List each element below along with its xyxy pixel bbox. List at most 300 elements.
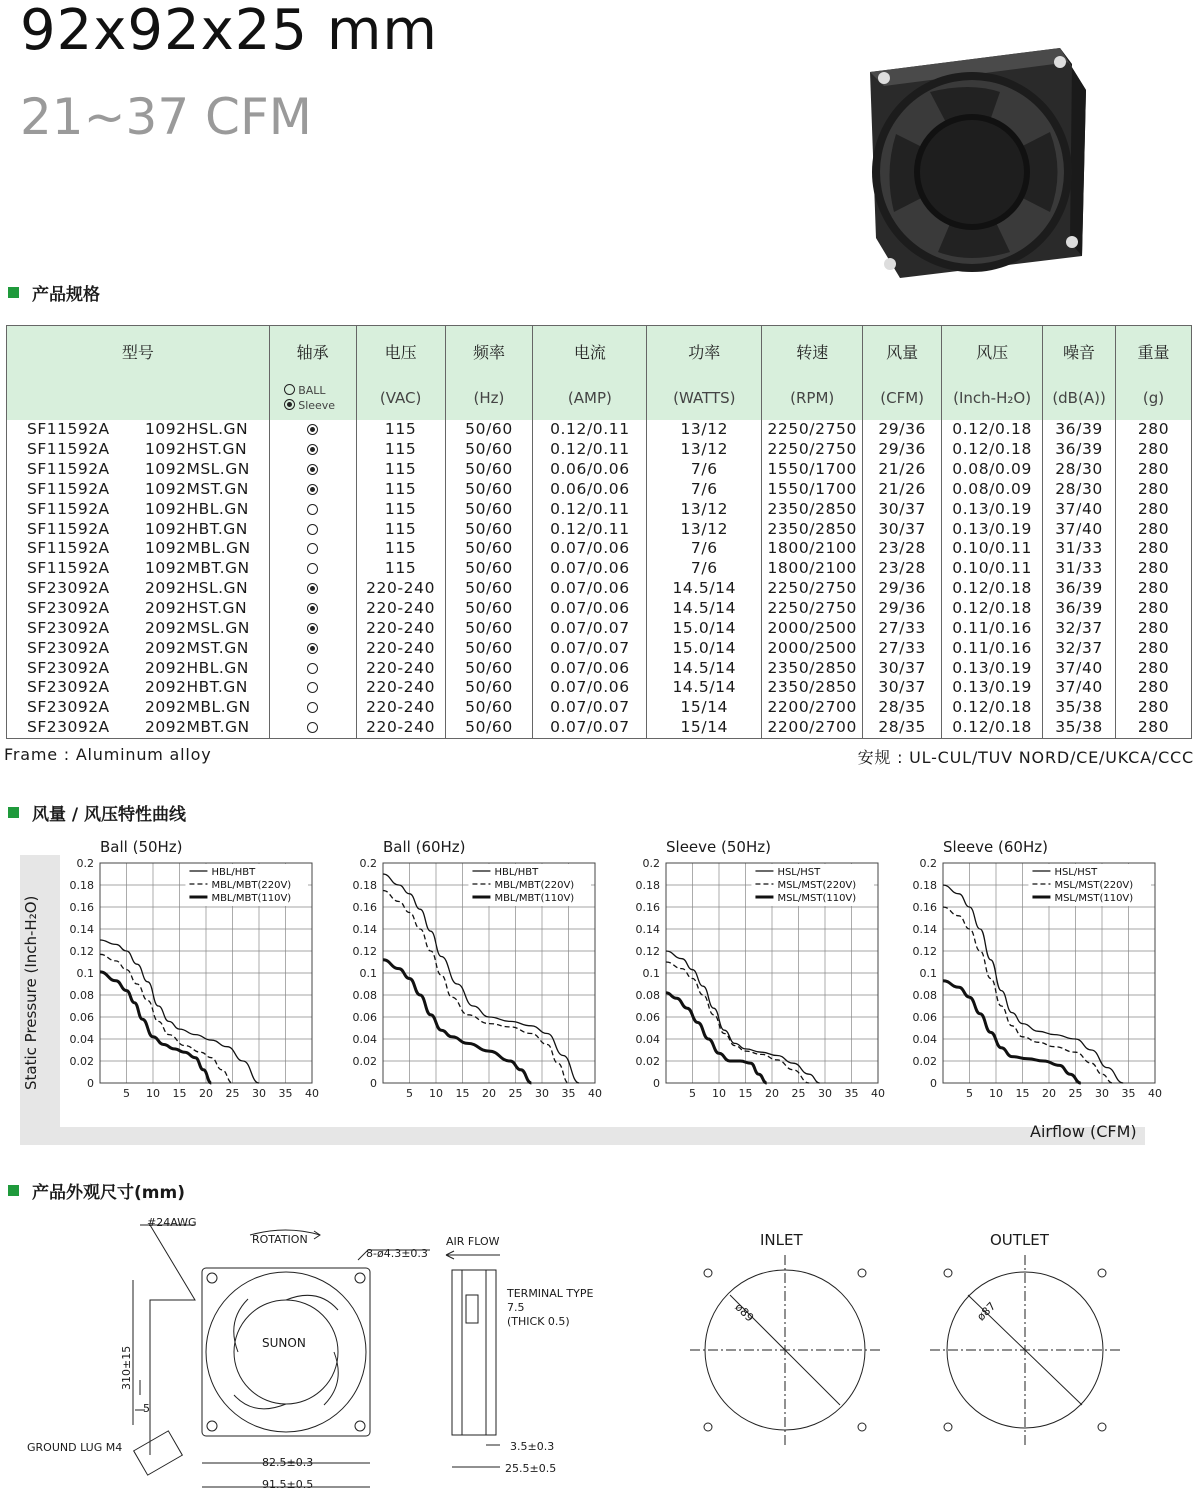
voltage-cell: 220-240 <box>356 579 445 599</box>
units-voltage: (VAC) <box>356 376 445 420</box>
weight-cell: 280 <box>1116 519 1192 539</box>
model-number: 2092HBL.GN <box>145 658 249 677</box>
sleeve-bearing-icon <box>284 399 295 410</box>
dim-thickness: 25.5±0.5 <box>505 1462 557 1475</box>
fan-blade-outline <box>234 1295 338 1409</box>
frequency-cell: 50/60 <box>445 678 533 698</box>
model-cell <box>7 618 270 638</box>
y-tick-label: 0.08 <box>912 989 937 1002</box>
bearing-cell <box>269 440 356 460</box>
ball-bearing-icon <box>284 384 295 395</box>
y-tick-label: 0.12 <box>912 945 937 958</box>
sleeve-bearing-icon <box>307 484 318 495</box>
model-number: 1092HBT.GN <box>145 519 248 538</box>
ball-bearing-icon <box>307 504 318 515</box>
pressure-cell: 0.10/0.11 <box>942 559 1043 579</box>
power-cell: 14.5/14 <box>647 579 762 599</box>
units-airflow: (CFM) <box>863 376 942 420</box>
frequency-cell: 50/60 <box>445 559 533 579</box>
airflow-cell: 28/35 <box>863 698 942 718</box>
y-tick-label: 0.18 <box>69 879 94 892</box>
series-line <box>666 962 809 1083</box>
x-tick-label: 40 <box>305 1087 319 1100</box>
weight-cell: 280 <box>1116 539 1192 559</box>
speed-cell: 2000/2500 <box>762 638 863 658</box>
x-tick-label: 25 <box>508 1087 523 1100</box>
bearing-cell <box>269 638 356 658</box>
y-tick-label: 0.16 <box>635 901 660 914</box>
y-tick-label: 0.14 <box>352 923 377 936</box>
weight-cell: 280 <box>1116 678 1192 698</box>
lead-length-label: 310±15 <box>120 1345 133 1390</box>
y-tick-label: 0.16 <box>912 901 937 914</box>
table-row <box>7 420 1192 440</box>
pressure-cell: 0.12/0.18 <box>942 599 1043 619</box>
model-number: 2092MST.GN <box>145 638 249 657</box>
model-number: 2092HBT.GN <box>145 678 248 697</box>
frequency-cell: 50/60 <box>445 658 533 678</box>
y-tick-label: 0.14 <box>69 923 94 936</box>
x-tick-label: 35 <box>844 1087 859 1100</box>
airflow-cell: 30/37 <box>863 519 942 539</box>
current-cell: 0.12/0.11 <box>533 440 647 460</box>
model-series: SF23092A <box>27 579 110 598</box>
table-row <box>7 658 1192 678</box>
units-noise: (dB(A)) <box>1043 376 1116 420</box>
current-cell: 0.07/0.07 <box>533 618 647 638</box>
current-cell: 0.07/0.06 <box>533 579 647 599</box>
speed-cell: 2250/2750 <box>762 599 863 619</box>
x-tick-label: 35 <box>278 1087 293 1100</box>
model-cell <box>7 579 270 599</box>
ball-bearing-icon <box>307 702 318 713</box>
weight-cell: 280 <box>1116 480 1192 500</box>
page-subtitle: 21~37 CFM <box>20 88 312 146</box>
units-speed: (RPM) <box>762 376 863 420</box>
dim-frame-size: 91.5±0.5 <box>262 1478 314 1491</box>
section-dims-heading: 产品外观尺寸(mm) <box>8 1178 185 1203</box>
model-series: SF23092A <box>27 718 110 737</box>
units-model <box>7 376 270 420</box>
x-tick-label: 25 <box>225 1087 240 1100</box>
current-cell: 0.07/0.06 <box>533 599 647 619</box>
ball-bearing-icon <box>307 722 318 733</box>
frequency-cell: 50/60 <box>445 579 533 599</box>
pressure-cell: 0.12/0.18 <box>942 698 1043 718</box>
noise-cell: 35/38 <box>1043 698 1116 718</box>
power-cell: 7/6 <box>647 539 762 559</box>
frequency-cell: 50/60 <box>445 480 533 500</box>
x-tick-label: 15 <box>738 1087 753 1100</box>
bearing-cell <box>269 420 356 440</box>
y-tick-label: 0.02 <box>69 1055 94 1068</box>
speed-cell: 2200/2700 <box>762 698 863 718</box>
frequency-cell: 50/60 <box>445 638 533 658</box>
power-cell: 14.5/14 <box>647 658 762 678</box>
x-tick-label: 20 <box>199 1087 213 1100</box>
outlet-diameter: ø87 <box>974 1299 999 1324</box>
model-series: SF11592A <box>27 420 110 439</box>
bearing-cell <box>269 519 356 539</box>
model-number: 2092MBL.GN <box>145 698 251 717</box>
y-tick-label: 0.06 <box>912 1011 937 1024</box>
col-header-airflow: 风量 <box>863 326 942 377</box>
speed-cell: 2250/2750 <box>762 420 863 440</box>
table-row <box>7 618 1192 638</box>
noise-cell: 31/33 <box>1043 539 1116 559</box>
dim-hole-spacing: 82.5±0.3 <box>262 1456 314 1469</box>
frequency-cell: 50/60 <box>445 599 533 619</box>
voltage-cell: 115 <box>356 420 445 440</box>
col-header-weight: 重量 <box>1116 326 1192 377</box>
y-tick-label: 0.04 <box>352 1033 377 1046</box>
legend-entry: HBL/HBT <box>211 867 256 878</box>
power-cell: 14.5/14 <box>647 678 762 698</box>
five-label: 5 <box>143 1402 150 1415</box>
noise-cell: 37/40 <box>1043 519 1116 539</box>
weight-cell: 280 <box>1116 579 1192 599</box>
pressure-cell: 0.11/0.16 <box>942 618 1043 638</box>
col-header-voltage: 电压 <box>356 326 445 377</box>
section-marker-icon <box>8 287 19 298</box>
series-line <box>383 891 569 1084</box>
pq-curve-chart <box>333 856 603 1106</box>
pressure-cell: 0.10/0.11 <box>942 539 1043 559</box>
model-series: SF11592A <box>27 519 110 538</box>
series-line <box>943 885 1123 1083</box>
model-number: 2092MSL.GN <box>145 618 250 637</box>
table-row <box>7 519 1192 539</box>
ball-bearing-icon <box>307 682 318 693</box>
airflow-cell: 30/37 <box>863 658 942 678</box>
current-cell: 0.07/0.07 <box>533 638 647 658</box>
y-tick-label: 0.08 <box>69 989 94 1002</box>
power-cell: 15/14 <box>647 698 762 718</box>
power-cell: 15/14 <box>647 718 762 738</box>
model-cell <box>7 718 270 738</box>
model-cell <box>7 698 270 718</box>
pressure-cell: 0.08/0.09 <box>942 460 1043 480</box>
current-cell: 0.07/0.06 <box>533 559 647 579</box>
brand-label: SUNON <box>262 1336 306 1350</box>
airflow-cell: 21/26 <box>863 460 942 480</box>
model-number: 1092MBT.GN <box>145 559 250 578</box>
y-tick-label: 0.02 <box>352 1055 377 1068</box>
ball-bearing-icon <box>307 563 318 574</box>
model-cell <box>7 599 270 619</box>
model-cell <box>7 559 270 579</box>
y-tick-label: 0 <box>653 1077 660 1090</box>
model-series: SF11592A <box>27 460 110 479</box>
x-tick-label: 25 <box>791 1087 806 1100</box>
noise-cell: 37/40 <box>1043 658 1116 678</box>
frequency-cell: 50/60 <box>445 718 533 738</box>
airflow-cell: 23/28 <box>863 539 942 559</box>
bearing-cell <box>269 499 356 519</box>
series-line <box>943 981 1081 1083</box>
airflow-cell: 29/36 <box>863 579 942 599</box>
current-cell: 0.12/0.11 <box>533 519 647 539</box>
weight-cell: 280 <box>1116 638 1192 658</box>
model-number: 2092MBT.GN <box>145 718 250 737</box>
noise-cell: 28/30 <box>1043 460 1116 480</box>
fan-hub <box>234 1300 338 1404</box>
airflow-cell: 23/28 <box>863 559 942 579</box>
x-tick-label: 15 <box>1015 1087 1030 1100</box>
model-cell <box>7 499 270 519</box>
legend-entry: MSL/MST(220V) <box>777 880 857 891</box>
model-number: 2092HSL.GN <box>145 579 249 598</box>
current-cell: 0.06/0.06 <box>533 460 647 480</box>
power-cell: 13/12 <box>647 440 762 460</box>
terminal-label-2: 7.5 <box>507 1301 525 1314</box>
power-cell: 7/6 <box>647 480 762 500</box>
weight-cell: 280 <box>1116 718 1192 738</box>
spec-table <box>6 325 1192 739</box>
airflow-cell: 29/36 <box>863 420 942 440</box>
noise-cell: 32/37 <box>1043 638 1116 658</box>
ground-lug-label: GROUND LUG M4 <box>27 1441 123 1454</box>
current-cell: 0.07/0.06 <box>533 539 647 559</box>
voltage-cell: 220-240 <box>356 599 445 619</box>
inlet-diameter: ø89 <box>732 1300 757 1325</box>
frame-note: Frame : Aluminum alloy <box>4 745 212 764</box>
weight-cell: 280 <box>1116 440 1192 460</box>
speed-cell: 1800/2100 <box>762 539 863 559</box>
model-series: SF23092A <box>27 599 110 618</box>
model-series: SF11592A <box>27 499 110 518</box>
noise-cell: 37/40 <box>1043 499 1116 519</box>
model-cell <box>7 420 270 440</box>
noise-cell: 32/37 <box>1043 618 1116 638</box>
series-line <box>100 972 211 1083</box>
speed-cell: 2250/2750 <box>762 579 863 599</box>
airflow-cell: 28/35 <box>863 718 942 738</box>
voltage-cell: 220-240 <box>356 698 445 718</box>
model-cell <box>7 519 270 539</box>
y-tick-label: 0.18 <box>635 879 660 892</box>
fan-frame-outline <box>202 1268 370 1436</box>
x-tick-label: 30 <box>535 1087 549 1100</box>
y-tick-label: 0 <box>370 1077 377 1090</box>
y-tick-label: 0.02 <box>635 1055 660 1068</box>
voltage-cell: 115 <box>356 519 445 539</box>
airflow-cell: 29/36 <box>863 599 942 619</box>
current-cell: 0.12/0.11 <box>533 420 647 440</box>
ball-bearing-icon <box>307 524 318 535</box>
power-cell: 13/12 <box>647 420 762 440</box>
power-cell: 7/6 <box>647 460 762 480</box>
model-number: 1092HSL.GN <box>145 420 249 439</box>
model-number: 1092MBL.GN <box>145 539 251 558</box>
speed-cell: 2200/2700 <box>762 718 863 738</box>
bearing-cell <box>269 698 356 718</box>
pressure-cell: 0.12/0.18 <box>942 420 1043 440</box>
y-tick-label: 0.14 <box>635 923 660 936</box>
sleeve-bearing-icon <box>307 583 318 594</box>
speed-cell: 2000/2500 <box>762 618 863 638</box>
mount-hole-icon <box>207 1421 217 1431</box>
voltage-cell: 115 <box>356 440 445 460</box>
frequency-cell: 50/60 <box>445 499 533 519</box>
legend-entry: MBL/MBT(220V) <box>211 880 292 891</box>
current-cell: 0.07/0.06 <box>533 658 647 678</box>
model-cell <box>7 480 270 500</box>
curves-y-axis-label: Static Pressure (Inch-H₂O) <box>22 895 40 1090</box>
x-tick-label: 10 <box>712 1087 726 1100</box>
speed-cell: 1550/1700 <box>762 480 863 500</box>
model-series: SF11592A <box>27 559 110 578</box>
y-tick-label: 0.06 <box>69 1011 94 1024</box>
weight-cell: 280 <box>1116 658 1192 678</box>
bearing-cell <box>269 559 356 579</box>
ball-bearing-icon <box>307 663 318 674</box>
chart-title: Ball (60Hz) <box>383 838 466 856</box>
pressure-cell: 0.13/0.19 <box>942 519 1043 539</box>
model-series: SF11592A <box>27 539 110 558</box>
sleeve-bearing-icon <box>307 643 318 654</box>
x-tick-label: 5 <box>123 1087 130 1100</box>
y-tick-label: 0 <box>930 1077 937 1090</box>
y-tick-label: 0.08 <box>352 989 377 1002</box>
model-series: SF11592A <box>27 440 110 459</box>
y-tick-label: 0.16 <box>69 901 94 914</box>
units-power: (WATTS) <box>647 376 762 420</box>
model-number: 1092MSL.GN <box>145 460 250 479</box>
y-tick-label: 0.1 <box>76 967 94 980</box>
page-title: 92x92x25 mm <box>20 0 438 63</box>
pressure-cell: 0.12/0.18 <box>942 718 1043 738</box>
x-tick-label: 10 <box>429 1087 443 1100</box>
speed-cell: 2250/2750 <box>762 440 863 460</box>
y-tick-label: 0.2 <box>76 857 94 870</box>
table-header-row <box>7 326 1192 377</box>
x-tick-label: 10 <box>146 1087 160 1100</box>
power-cell: 13/12 <box>647 519 762 539</box>
chart-title: Sleeve (50Hz) <box>666 838 771 856</box>
curves-x-axis-label: Airflow (CFM) <box>1030 1122 1137 1141</box>
bearing-cell <box>269 658 356 678</box>
noise-cell: 36/39 <box>1043 440 1116 460</box>
table-row <box>7 480 1192 500</box>
model-series: SF23092A <box>27 638 110 657</box>
model-cell <box>7 460 270 480</box>
x-tick-label: 40 <box>588 1087 602 1100</box>
y-tick-label: 0.18 <box>912 879 937 892</box>
bearing-cell <box>269 579 356 599</box>
table-row <box>7 499 1192 519</box>
units-pressure: (Inch-H₂O) <box>942 376 1043 420</box>
voltage-cell: 115 <box>356 499 445 519</box>
model-cell <box>7 658 270 678</box>
section-marker-icon <box>8 807 19 818</box>
weight-cell: 280 <box>1116 420 1192 440</box>
table-row <box>7 559 1192 579</box>
inlet-label: INLET <box>760 1231 803 1249</box>
mount-hole-icon <box>355 1421 365 1431</box>
x-tick-label: 15 <box>172 1087 187 1100</box>
current-cell: 0.07/0.06 <box>533 678 647 698</box>
wire-label: #24AWG <box>147 1216 197 1229</box>
model-number: 2092HST.GN <box>145 599 248 618</box>
legend-entry: MSL/MST(220V) <box>1054 880 1134 891</box>
model-cell <box>7 638 270 658</box>
x-tick-label: 30 <box>1095 1087 1109 1100</box>
holes-label: 8-ø4.3±0.3 <box>366 1247 428 1260</box>
voltage-cell: 115 <box>356 460 445 480</box>
y-tick-label: 0.12 <box>69 945 94 958</box>
col-header-bearing: 轴承 <box>269 326 356 377</box>
model-cell <box>7 440 270 460</box>
model-series: SF23092A <box>27 618 110 637</box>
pq-curve-chart <box>893 856 1163 1106</box>
col-header-model: 型号 <box>7 326 270 377</box>
x-tick-label: 35 <box>561 1087 576 1100</box>
y-tick-label: 0.12 <box>635 945 660 958</box>
y-tick-label: 0 <box>87 1077 94 1090</box>
legend-entry: HSL/HST <box>1054 867 1098 878</box>
voltage-cell: 220-240 <box>356 658 445 678</box>
noise-cell: 36/39 <box>1043 579 1116 599</box>
table-row <box>7 678 1192 698</box>
y-tick-label: 0.06 <box>352 1011 377 1024</box>
sleeve-bearing-icon <box>307 603 318 614</box>
legend-entry: MSL/MST(110V) <box>777 893 857 904</box>
bearing-cell <box>269 460 356 480</box>
rotation-label: ROTATION <box>252 1233 308 1246</box>
pq-curve-chart <box>616 856 886 1106</box>
pressure-cell: 0.13/0.19 <box>942 499 1043 519</box>
bearing-cell <box>269 539 356 559</box>
terminal-label-3: (THICK 0.5) <box>507 1315 570 1328</box>
noise-cell: 35/38 <box>1043 718 1116 738</box>
legend-entry: MBL/MBT(110V) <box>211 893 292 904</box>
units-weight: (g) <box>1116 376 1192 420</box>
pressure-cell: 0.08/0.09 <box>942 480 1043 500</box>
model-cell <box>7 678 270 698</box>
wire-lead <box>150 1225 195 1455</box>
power-cell: 14.5/14 <box>647 599 762 619</box>
x-tick-label: 10 <box>989 1087 1003 1100</box>
col-header-pressure: 风压 <box>942 326 1043 377</box>
current-cell: 0.12/0.11 <box>533 499 647 519</box>
frequency-cell: 50/60 <box>445 519 533 539</box>
current-cell: 0.06/0.06 <box>533 480 647 500</box>
units-current: (AMP) <box>533 376 647 420</box>
col-header-speed: 转速 <box>762 326 863 377</box>
current-cell: 0.07/0.07 <box>533 718 647 738</box>
section-marker-icon <box>8 1185 19 1196</box>
bearing-legend: BALL Sleeve <box>269 376 356 420</box>
noise-cell: 28/30 <box>1043 480 1116 500</box>
x-tick-label: 25 <box>1068 1087 1083 1100</box>
weight-cell: 280 <box>1116 698 1192 718</box>
voltage-cell: 115 <box>356 539 445 559</box>
speed-cell: 1800/2100 <box>762 559 863 579</box>
y-tick-label: 0.16 <box>352 901 377 914</box>
x-tick-label: 20 <box>482 1087 496 1100</box>
speed-cell: 2350/2850 <box>762 499 863 519</box>
model-number: 1092HBL.GN <box>145 499 249 518</box>
airflow-cell: 30/37 <box>863 678 942 698</box>
frequency-cell: 50/60 <box>445 618 533 638</box>
col-header-frequency: 频率 <box>445 326 533 377</box>
weight-cell: 280 <box>1116 599 1192 619</box>
voltage-cell: 115 <box>356 559 445 579</box>
col-header-noise: 噪音 <box>1043 326 1116 377</box>
sleeve-bearing-icon <box>307 444 318 455</box>
spec-table-body <box>7 420 1192 738</box>
